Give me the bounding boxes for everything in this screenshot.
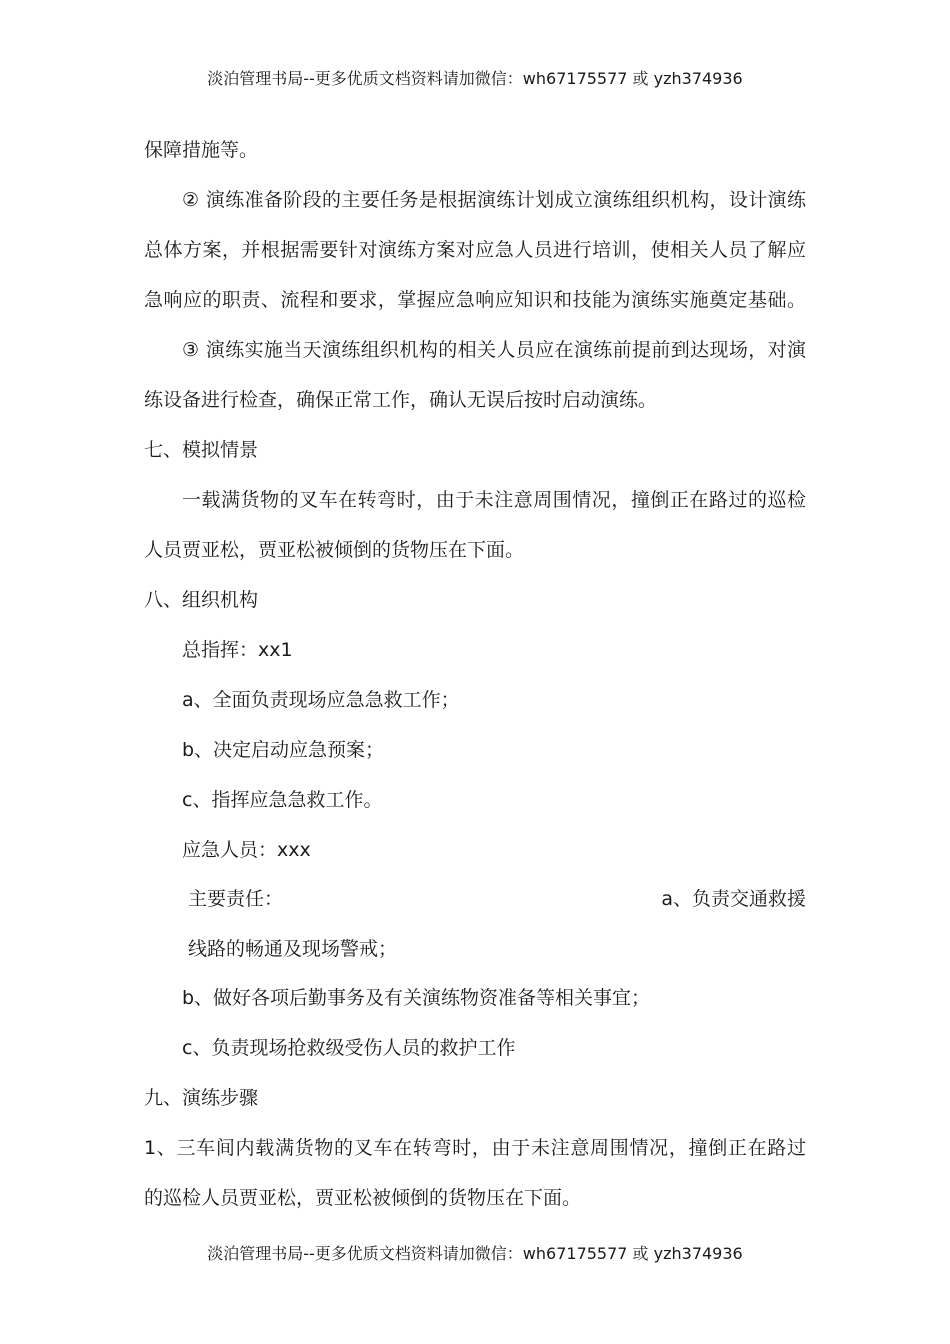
section-heading: 七、模拟情景 bbox=[144, 439, 259, 461]
paragraph-line: 总体方案，并根据需要针对演练方案对应急人员进行培训，使相关人员了解应 bbox=[144, 239, 806, 261]
list-item: b、做好各项后勤事务及有关演练物资准备等相关事宜； bbox=[182, 987, 651, 1009]
paragraph-line: 保障措施等。 bbox=[144, 139, 259, 161]
paragraph-line: 人员贾亚松，贾亚松被倾倒的货物压在下面。 bbox=[144, 539, 525, 561]
section-heading: 八、组织机构 bbox=[144, 589, 259, 611]
duty-item-a-tail: 线路的畅通及现场警戒； bbox=[188, 938, 398, 960]
section-heading: 九、演练步骤 bbox=[144, 1087, 259, 1109]
list-item: b、决定启动应急预案； bbox=[182, 739, 385, 761]
paragraph-line: ② 演练准备阶段的主要任务是根据演练计划成立演练组织机构，设计演练 bbox=[182, 189, 806, 211]
paragraph-line: 一载满货物的叉车在转弯时，由于未注意周围情况，撞倒正在路过的巡检 bbox=[182, 489, 806, 511]
page-header: 淡泊管理书局--更多优质文档资料请加微信：wh67175577 或 yzh374936 bbox=[207, 69, 743, 88]
paragraph-line: 急响应的职责、流程和要求，掌握应急响应知识和技能为演练实施奠定基础。 bbox=[144, 289, 806, 311]
list-item: c、指挥应急急救工作。 bbox=[182, 789, 383, 811]
list-item: a、全面负责现场应急急救工作； bbox=[182, 689, 460, 711]
list-item: 应急人员：xxx bbox=[182, 839, 311, 861]
list-item: 总指挥：xx1 bbox=[182, 639, 293, 661]
paragraph-line: 练设备进行检查，确保正常工作，确认无误后按时启动演练。 bbox=[144, 389, 658, 411]
list-item: c、负责现场抢救级受伤人员的救护工作 bbox=[182, 1037, 516, 1059]
paragraph-line: 1、三车间内载满货物的叉车在转弯时，由于未注意周围情况，撞倒正在路过 bbox=[144, 1137, 806, 1159]
duty-item-a-head: a、负责交通救援 bbox=[661, 888, 806, 910]
paragraph-line: ③ 演练实施当天演练组织机构的相关人员应在演练前提前到达现场，对演 bbox=[182, 339, 806, 361]
page-footer: 淡泊管理书局--更多优质文档资料请加微信：wh67175577 或 yzh374936 bbox=[207, 1244, 743, 1263]
paragraph-line: 的巡检人员贾亚松，贾亚松被倾倒的货物压在下面。 bbox=[144, 1187, 582, 1209]
duty-label: 主要责任： bbox=[188, 888, 284, 910]
